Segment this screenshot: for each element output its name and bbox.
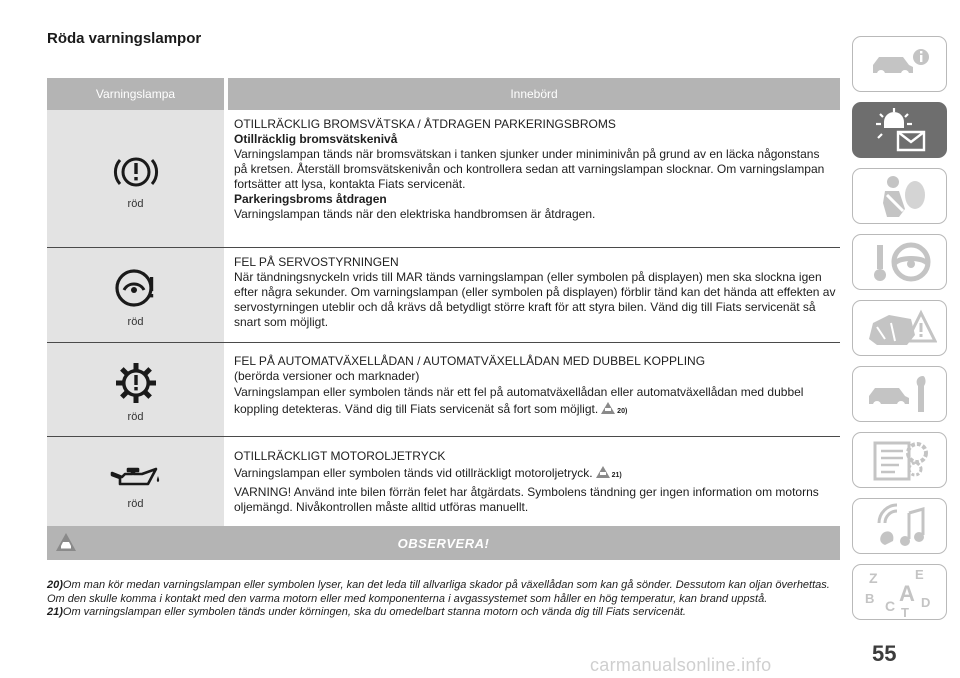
table-row — [47, 110, 840, 248]
maintenance-icon — [863, 372, 937, 416]
watermark: carmanualsonline.info — [590, 655, 772, 675]
row-text-wrap — [234, 464, 836, 485]
table-row — [47, 437, 840, 533]
chapter-sidebar — [852, 36, 949, 630]
index-icon — [863, 567, 937, 617]
row-text: (berörda versioner och marknader) — [234, 369, 420, 383]
svg-text:D: D — [920, 595, 930, 610]
car-warning-icon — [55, 531, 77, 553]
row-text: VARNING! Använd inte bilen förrän felet har åtgärdats. Symbolens tändning ger ingen information om motorns oljemängd. Nivåkontrollen måste alltid utföras manuellt. — [234, 485, 819, 514]
header-warning-light: Varningslampa — [47, 78, 224, 110]
page-number: 55 — [872, 641, 897, 666]
safety-airbag-icon — [865, 173, 935, 219]
row-heading: OTILLRÄCKLIGT MOTOROLJETRYCK — [234, 449, 446, 463]
tab-multimedia[interactable] — [852, 498, 947, 554]
driving-steering-icon — [865, 239, 935, 285]
technical-data-icon — [865, 437, 935, 483]
row-heading: FEL PÅ SERVOSTYRNINGEN — [234, 255, 399, 269]
tab-warning-lights[interactable] — [852, 102, 947, 158]
power-steering-warning-icon — [112, 266, 160, 310]
note-text: Om man kör medan varningslampan eller symbolen lyser, kan det leda till allvarliga skador på växellådan som kan gå sönder. Dessutom kan oljan överhettas. Om den skulle komma i kontakt med den varma motorn eller med komponenterna i avgassystemet som håller en hög temperatur, kan brand uppstå. — [47, 579, 830, 605]
note-number: 21) — [47, 606, 63, 618]
car-info-icon — [865, 43, 935, 85]
row-text: Varningslampan tänds när den elektriska handbromsen är åtdragen. — [234, 207, 596, 221]
svg-text:Z: Z — [868, 570, 878, 586]
note-item — [47, 579, 837, 606]
table-header — [47, 78, 840, 110]
emergency-icon — [863, 305, 937, 351]
svg-text:A: A — [898, 581, 915, 606]
warning-triangle-icon — [596, 466, 610, 478]
note-ref: 21) — [611, 472, 622, 479]
row-text: Varningslampan tänds när bromsvätskan i tanken sjunker under miniminivån på grund av en läcka någonstans på kretsen. Återställ bromsvätskenivån och kontrollera sedan att varningslampan slocknar. Om varningslampan fortsätter att lysa, kontakta Fiats servicenät. — [234, 147, 825, 191]
row-subheading: Parkeringsbroms åtdragen — [234, 192, 387, 206]
tab-driving[interactable] — [852, 234, 947, 290]
observe-banner — [47, 526, 840, 560]
tab-index[interactable] — [852, 564, 947, 620]
tab-car-info[interactable] — [852, 36, 947, 92]
color-label: röd — [127, 497, 144, 510]
gearbox-warning-icon — [114, 361, 158, 405]
row-heading: OTILLRÄCKLIG BROMSVÄTSKA / ÅTDRAGEN PARKERINGSBROMS — [234, 117, 616, 131]
table-row — [47, 248, 840, 343]
row-subheading: Otillräcklig bromsvätskenivå — [234, 132, 398, 146]
tab-emergency[interactable] — [852, 300, 947, 356]
note-number: 20) — [47, 579, 63, 591]
icon-cell — [47, 110, 224, 247]
svg-text:E: E — [914, 567, 924, 582]
color-label: röd — [127, 197, 144, 210]
brake-warning-icon — [111, 152, 161, 192]
meaning-cell — [228, 437, 840, 532]
color-label: röd — [127, 316, 144, 328]
meaning-cell — [228, 343, 840, 436]
row-text: Varningslampan eller symbolen tänds vid otillräckligt motoroljetryck. — [234, 466, 593, 480]
row-text: När tändningsnyckeln vrids till MAR tänds varningslampan (eller symbolen på displayen) men ska slockna igen efter några sekunder. Om varningslampan (eller symbolen på displayen) förblir tänd kan det hända att effekten av servostyrningen uteblir och då krävs då betydligt större kraft för att styra bilen. Vänd dig till Fiats servicenät så snart som möjligt. — [234, 270, 836, 329]
svg-text:T: T — [900, 605, 909, 617]
header-meaning: Innebörd — [228, 78, 840, 110]
observe-title: OBSERVERA! — [397, 535, 490, 551]
icon-cell — [47, 343, 224, 436]
svg-text:C: C — [884, 598, 895, 614]
svg-text:B: B — [864, 591, 874, 606]
section-title: Röda varningslampor — [47, 30, 202, 47]
note-text: Om varningslampan eller symbolen tänds under körningen, ska du omedelbart stanna motorn och vända dig till Fiats servicenät. — [62, 606, 686, 618]
warning-lights-table — [47, 78, 840, 533]
notes — [47, 579, 837, 620]
multimedia-icon — [865, 503, 935, 549]
row-text-wrap — [234, 384, 836, 420]
row-heading: FEL PÅ AUTOMATVÄXELLÅDAN / AUTOMATVÄXELLÅDAN MED DUBBEL KOPPLING — [234, 354, 706, 368]
color-label: röd — [127, 410, 144, 423]
warning-triangle-icon — [601, 402, 615, 414]
row-text: Varningslampan eller symbolen tänds när ett fel på automatväxellådan eller automatväxellådan med dubbel koppling detekteras. Vänd dig till Fiats servicenät så fort som möjligt. — [234, 385, 804, 416]
note-ref: 20) — [617, 408, 628, 415]
table-row — [47, 343, 840, 437]
warning-lights-icon — [860, 106, 940, 154]
oil-pressure-warning-icon — [108, 464, 164, 492]
meaning-cell — [228, 248, 840, 342]
tab-technical-data[interactable] — [852, 432, 947, 488]
note-item — [47, 606, 837, 620]
tab-safety[interactable] — [852, 168, 947, 224]
icon-cell — [47, 437, 224, 532]
tab-maintenance[interactable] — [852, 366, 947, 422]
icon-cell — [47, 248, 224, 342]
meaning-cell — [228, 110, 840, 247]
